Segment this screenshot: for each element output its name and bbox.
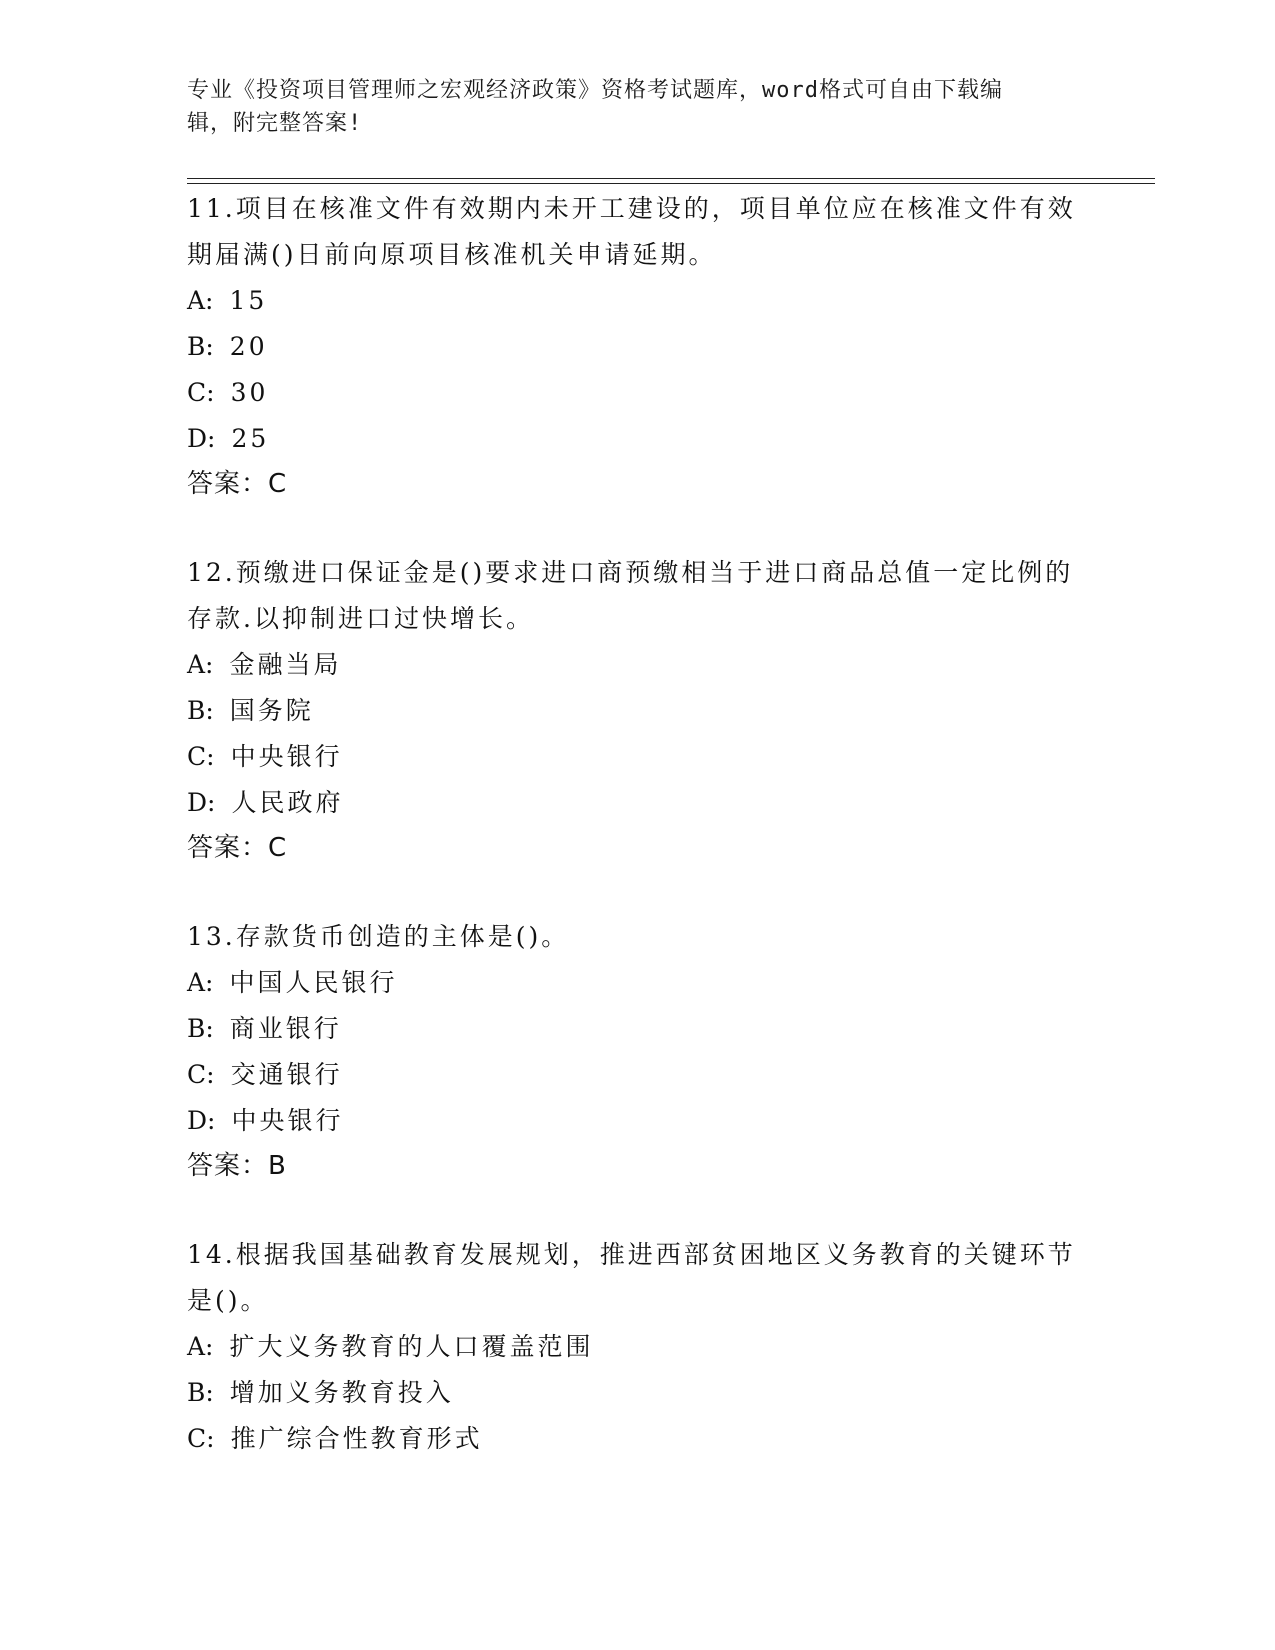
option-label: A: [187, 650, 214, 679]
question-12 [187, 550, 1087, 870]
option-d [187, 416, 1087, 462]
document-header [187, 74, 1087, 140]
option-d [187, 780, 1087, 826]
answer: 答案：B [187, 1151, 287, 1181]
option-text: 人民政府 [231, 788, 344, 817]
option-label: D: [187, 788, 216, 817]
option-c [187, 370, 1087, 416]
option-label: A: [187, 1332, 214, 1361]
spacer [187, 506, 1087, 550]
question-stem: 12.预缴进口保证金是()要求进口商预缴相当于进口商品总值一定比例的存款.以抑制进口过快增长。 [187, 558, 1074, 633]
option-text: 中央银行 [231, 1106, 344, 1135]
header-line-1: 专业《投资项目管理师之宏观经济政策》资格考试题库，word格式可自由下载编 [187, 78, 1003, 103]
option-text: 金融当局 [229, 650, 342, 679]
option-b [187, 1370, 1087, 1416]
question-stem: 11.项目在核准文件有效期内未开工建设的，项目单位应在核准文件有效期届满()日前向原项目核准机关申请延期。 [187, 194, 1076, 269]
option-text: 中国人民银行 [229, 968, 398, 997]
option-c [187, 1416, 1087, 1462]
option-label: A: [187, 286, 214, 315]
option-text: 交通银行 [230, 1060, 343, 1089]
option-label: A: [187, 968, 214, 997]
option-label: C: [187, 1424, 215, 1453]
question-list [187, 186, 1087, 1462]
question-11 [187, 186, 1087, 506]
option-label: B: [187, 1378, 214, 1407]
question-14 [187, 1232, 1087, 1462]
option-text: 增加义务教育投入 [229, 1378, 454, 1407]
option-a [187, 1324, 1087, 1370]
option-label: C: [187, 378, 215, 407]
option-label: B: [187, 696, 214, 725]
option-label: D: [187, 1106, 216, 1135]
option-text: 20 [229, 332, 268, 361]
header-line-2: 辑，附完整答案! [187, 111, 363, 136]
option-a [187, 642, 1087, 688]
option-b [187, 688, 1087, 734]
answer: 答案：C [187, 833, 288, 863]
question-13 [187, 914, 1087, 1188]
option-label: B: [187, 1014, 214, 1043]
option-label: C: [187, 742, 215, 771]
option-label: C: [187, 1060, 215, 1089]
option-text: 30 [230, 378, 269, 407]
option-a [187, 960, 1087, 1006]
answer: 答案：C [187, 469, 288, 499]
header-rule-bottom [187, 183, 1155, 184]
spacer [187, 1188, 1087, 1232]
option-text: 15 [229, 286, 268, 315]
question-stem: 13.存款货币创造的主体是()。 [187, 922, 570, 951]
option-b [187, 1006, 1087, 1052]
option-text: 扩大义务教育的人口覆盖范围 [229, 1332, 594, 1361]
option-text: 国务院 [229, 696, 314, 725]
option-c [187, 734, 1087, 780]
option-b [187, 324, 1087, 370]
option-label: B: [187, 332, 214, 361]
option-text: 商业银行 [229, 1014, 342, 1043]
option-text: 中央银行 [230, 742, 343, 771]
option-label: D: [187, 424, 216, 453]
option-a [187, 278, 1087, 324]
option-d [187, 1098, 1087, 1144]
header-rule-top [187, 178, 1155, 179]
option-text: 25 [231, 424, 270, 453]
option-c [187, 1052, 1087, 1098]
spacer [187, 870, 1087, 914]
question-stem: 14.根据我国基础教育发展规划，推进西部贫困地区义务教育的关键环节是()。 [187, 1240, 1076, 1315]
option-text: 推广综合性教育形式 [230, 1424, 483, 1453]
